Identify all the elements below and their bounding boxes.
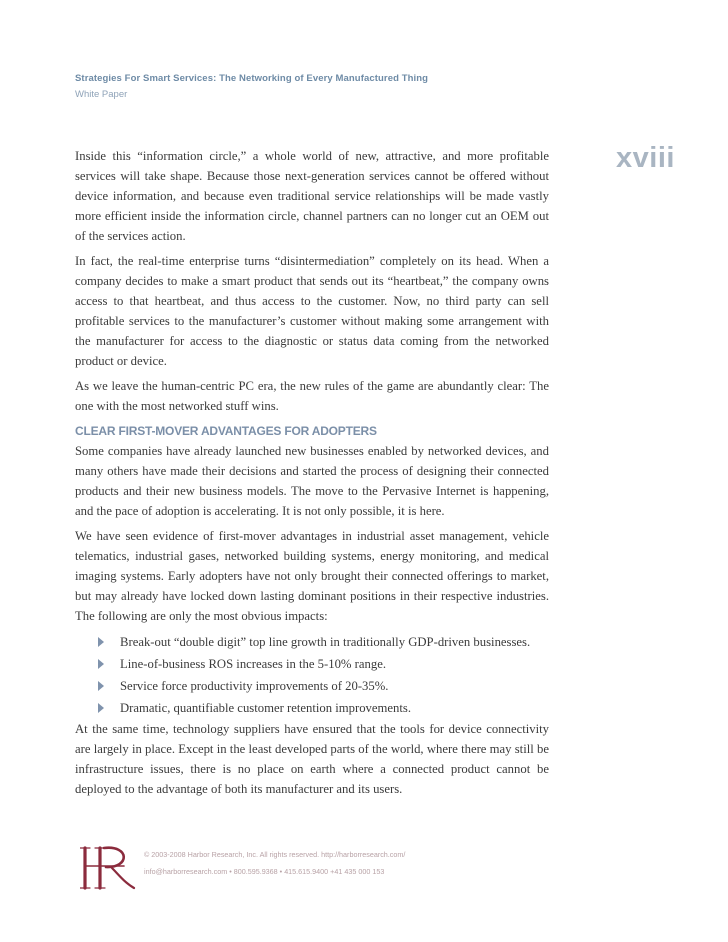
paragraph-first-mover-evidence: We have seen evidence of first-mover advantages in industrial asset management, vehicle telematics, industrial gases, networked building systems, energy monitoring, and medical imaging systems. Early adopters have not only brought their connected offerings to market, but may already have locked down lasting dominant positions in their respective industries. The following are only the most obvious impacts: xyxy=(75,529,549,623)
paragraph-information-circle: Inside this “information circle,” a whole world of new, attractive, and more profitable services will take shape. Because those next-generation services cannot be offered without device information, and because even traditional service relationships will be made vastly more efficient inside the information circle, channel partners can no longer cut an OEM out of the services action. xyxy=(75,149,549,243)
list-item xyxy=(98,697,549,719)
list-item-text: Line-of-business ROS increases in the 5-10% range. xyxy=(120,657,387,671)
page-number: xviii xyxy=(616,142,675,174)
series-title: Strategies For Smart Services: The Networking of Every Manufactured Thing xyxy=(75,73,429,84)
section-heading: CLEAR FIRST-MOVER ADVANTAGES FOR ADOPTERS xyxy=(75,424,377,438)
list-item-text: Break-out “double digit” top line growth in traditionally GDP-driven businesses. xyxy=(120,635,531,649)
list-item-text: Service force productivity improvements of 20-35%. xyxy=(120,679,389,693)
footer-copyright: © 2003-2008 Harbor Research, Inc. All rights reserved. http://harborresearch.com/ xyxy=(144,850,406,859)
paragraph-adoption: Some companies have already launched new businesses enabled by networked devices, and many others have made their decisions and started the process of designing their connected products and their new business models. The move to the Pervasive Internet is happening, and the pace of adoption is accelerating. It is not only possible, it is here. xyxy=(75,444,549,518)
triangle-bullet-icon xyxy=(98,659,104,669)
impact-list xyxy=(75,631,549,719)
list-item xyxy=(98,675,549,697)
list-item xyxy=(98,653,549,675)
document-header xyxy=(75,73,428,100)
list-item-text: Dramatic, quantifiable customer retention improvements. xyxy=(120,701,412,715)
triangle-bullet-icon xyxy=(98,703,104,713)
paragraph-disintermediation: In fact, the real-time enterprise turns “disintermediation” completely on its head. When a company decides to make a smart product that sends out its “heartbeat,” the company owns access to that heartbeat, and thus access to the customer. Now, no third party can sell profitable services to the manufacturer’s customer without making some arrangement with the manufacturer for access to the diagnostic or status data coming from the networked product or device. xyxy=(75,254,549,368)
paragraph-closing: At the same time, technology suppliers have ensured that the tools for device connectivity are largely in place. Except in the least developed parts of the world, where there may still be infrastructure issues, there is no place on earth where a connected product cannot be deployed to the advantage of both its manufacturer and its users. xyxy=(75,722,549,796)
list-item xyxy=(98,631,549,653)
harbor-research-logo-icon xyxy=(80,842,138,892)
footer-contact: info@harborresearch.com • 800.595.9368 • 415.615.9400 +41 435 000 153 xyxy=(144,867,385,876)
body-text xyxy=(75,146,549,804)
page-footer xyxy=(80,842,540,902)
triangle-bullet-icon xyxy=(98,637,104,647)
paragraph-networked-stuff: As we leave the human-centric PC era, the new rules of the game are abundantly clear: The one with the most networked stuff wins. xyxy=(75,379,549,413)
triangle-bullet-icon xyxy=(98,681,104,691)
document-type: White Paper xyxy=(75,89,128,100)
